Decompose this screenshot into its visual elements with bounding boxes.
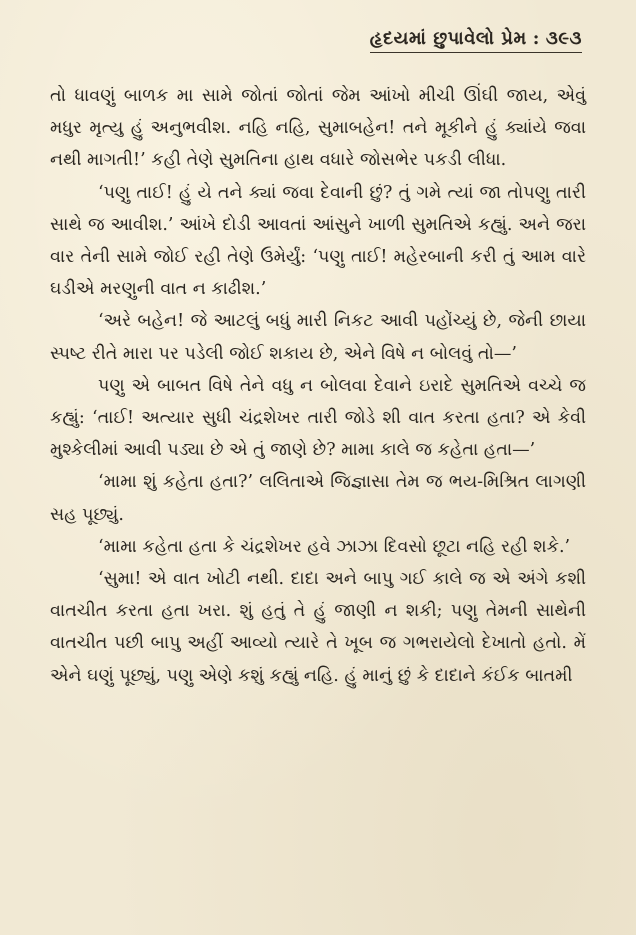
body-text — [50, 80, 586, 692]
paragraph: ‘પણુ તાઈ! હું યે તને ક્યાં જવા દેવાની છું? તું ગમે ત્યાં જા તોપણુ તારી સાથે જ આવીશ.’ આંખે દોડી આવતાં આંસુને ખાળી સુમતિએ કહ્યું. અને જરા વાર તેની સામે જોઈ રહી તેણે ઉમેર્યું: ‘પણુ તાઈ! મહેરબાની કરી તું આમ વારે ઘડીએ મરણુની વાત ન કાઢીશ.’ — [50, 182, 586, 300]
chapter-title: હૃદયમાં છુપાવેલો પ્રેમ — [369, 28, 527, 49]
header-rule — [370, 52, 582, 54]
paragraph: ‘અરે બહેન! જે આટલું બધું મારી નિકટ આવી પહોંચ્યું છે, જેની છાયા સ્પષ્ટ રીતે મારા પર પડેલી જોઈ શકાય છે, એને વિષે ન બોલવું તો—’ — [50, 311, 586, 364]
paragraph: ‘મામા શું કહેતા હતા?’ લલિતાએ જિજ્ઞાસા તેમ જ ભય-મિશ્રિત લાગણી સહ પૂછ્યું. — [50, 472, 586, 525]
paragraph: ‘મામા કહેતા હતા કે ચંદ્રશેખર હવે ઝાઝા દિવસો છૂટા નહિ રહી શકે.’ — [98, 536, 571, 557]
header-separator: : — [532, 28, 540, 49]
page-number: ૩૯૩ — [545, 28, 582, 49]
paragraph: પણુ એ બાબત વિષે તેને વધુ ન બોલવા દેવાને ઇરાદે સુમતિએ વચ્ચે જ કહ્યું: ‘તાઈ! અત્યાર સુધી ચંદ્રશેખર તારી જોડે શી વાત કરતા હતા? એ કેવી મુશ્કેલીમાં આવી પડ્યા છે એ તું જાણે છે? મામા કાલે જ કહેતા હતા—’ — [50, 375, 586, 461]
paragraph: તો ધાવણું બાળક મા સામે જોતાં જોતાં જેમ આંખો મીચી ઊંઘી જાય, એવું મધુર મૃત્યુ હું અનુભવીશ. નહિ નહિ, સુમાબહેન! તને મૂકીને હું ક્યાંયે જવા નથી માગતી!’ કહી તેણે સુમતિના હાથ વધારે જોસભેર પકડી લીધા. — [50, 86, 586, 171]
paragraph: ‘સુમા! એ વાત ખોટી નથી. દાદા અને બાપુ ગઈ કાલે જ એ અંગે કશી વાતચીત કરતા હતા ખરા. શું હતું તે હું જાણી ન શકી; પણુ તેમની સાથેની વાતચીત પછી બાપુ અહીં આવ્યો ત્યારે તે ખૂબ જ ગભરાયેલો દેખાતો હતો. મેં એને ઘણું પૂછ્યું, પણુ એણે કશું કહ્યું નહિ. હું માનું છું કે દાદાને કંઈક બાતમી — [50, 569, 586, 686]
running-header — [370, 28, 582, 49]
